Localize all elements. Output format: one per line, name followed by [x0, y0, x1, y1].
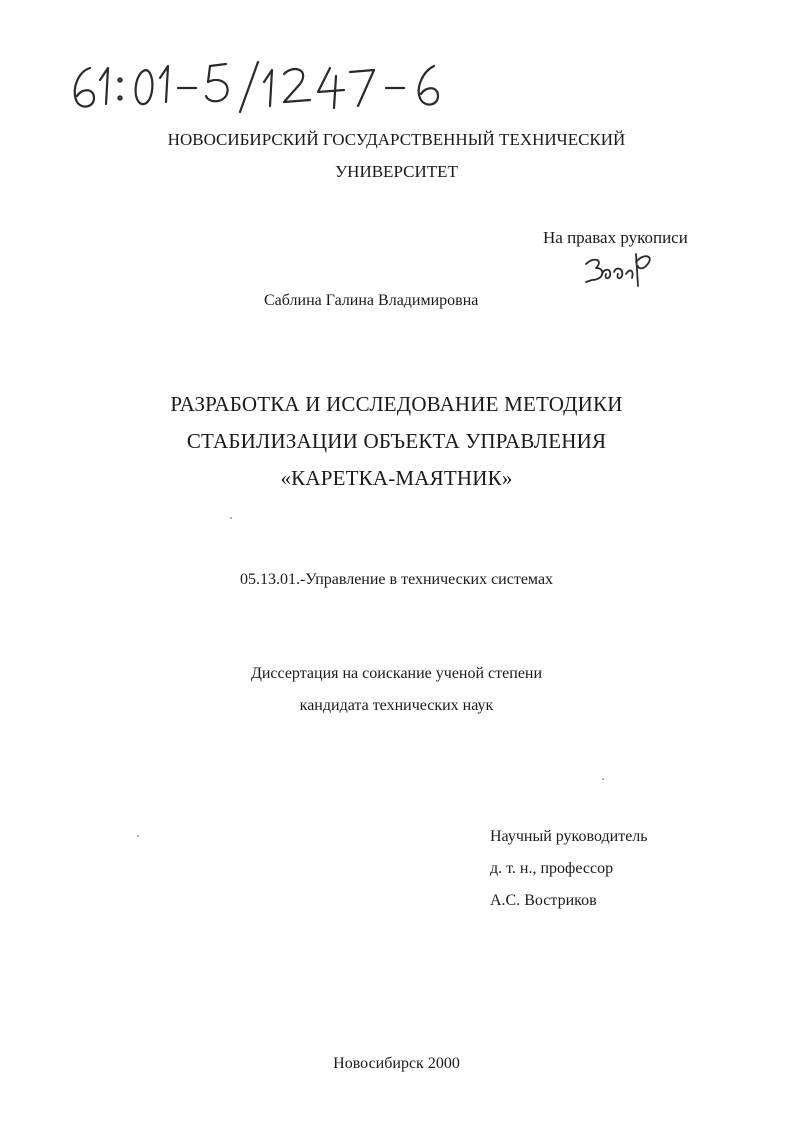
title-line-2: СТАБИЛИЗАЦИИ ОБЪЕКТА УПРАВЛЕНИЯ: [186, 429, 607, 453]
university-line-1: НОВОСИБИРСКИЙ ГОСУДАРСТВЕННЫЙ ТЕХНИЧЕСКИЙ: [167, 130, 626, 149]
degree-line-1: Диссертация на соискание ученой степени: [250, 665, 543, 682]
title-line-3: «КАРЕТКА-МАЯТНИК»: [280, 466, 513, 490]
signature: [580, 246, 660, 290]
specialty: 05.13.01.-Управление в технических системах: [239, 571, 554, 588]
title-line-1: РАЗРАБОТКА И ИССЛЕДОВАНИЕ МЕТОДИКИ: [170, 392, 623, 416]
place-year: Новосибирск 2000: [333, 1055, 460, 1072]
supervisor-name: А.С. Востриков: [490, 892, 597, 909]
manuscript-rights: На правах рукописи: [543, 228, 688, 247]
university-line-2: УНИВЕРСИТЕТ: [335, 162, 458, 181]
handwritten-archive-number: [60, 58, 460, 118]
supervisor-role: Научный руководитель: [490, 828, 648, 845]
supervisor-rank: д. т. н., профессор: [490, 860, 614, 877]
scan-speck: [230, 517, 232, 519]
author-name: Саблина Галина Владимировна: [264, 292, 479, 309]
scan-speck: [602, 778, 604, 780]
scan-speck: [137, 835, 139, 837]
degree-line-2: кандидата технических наук: [299, 697, 494, 714]
